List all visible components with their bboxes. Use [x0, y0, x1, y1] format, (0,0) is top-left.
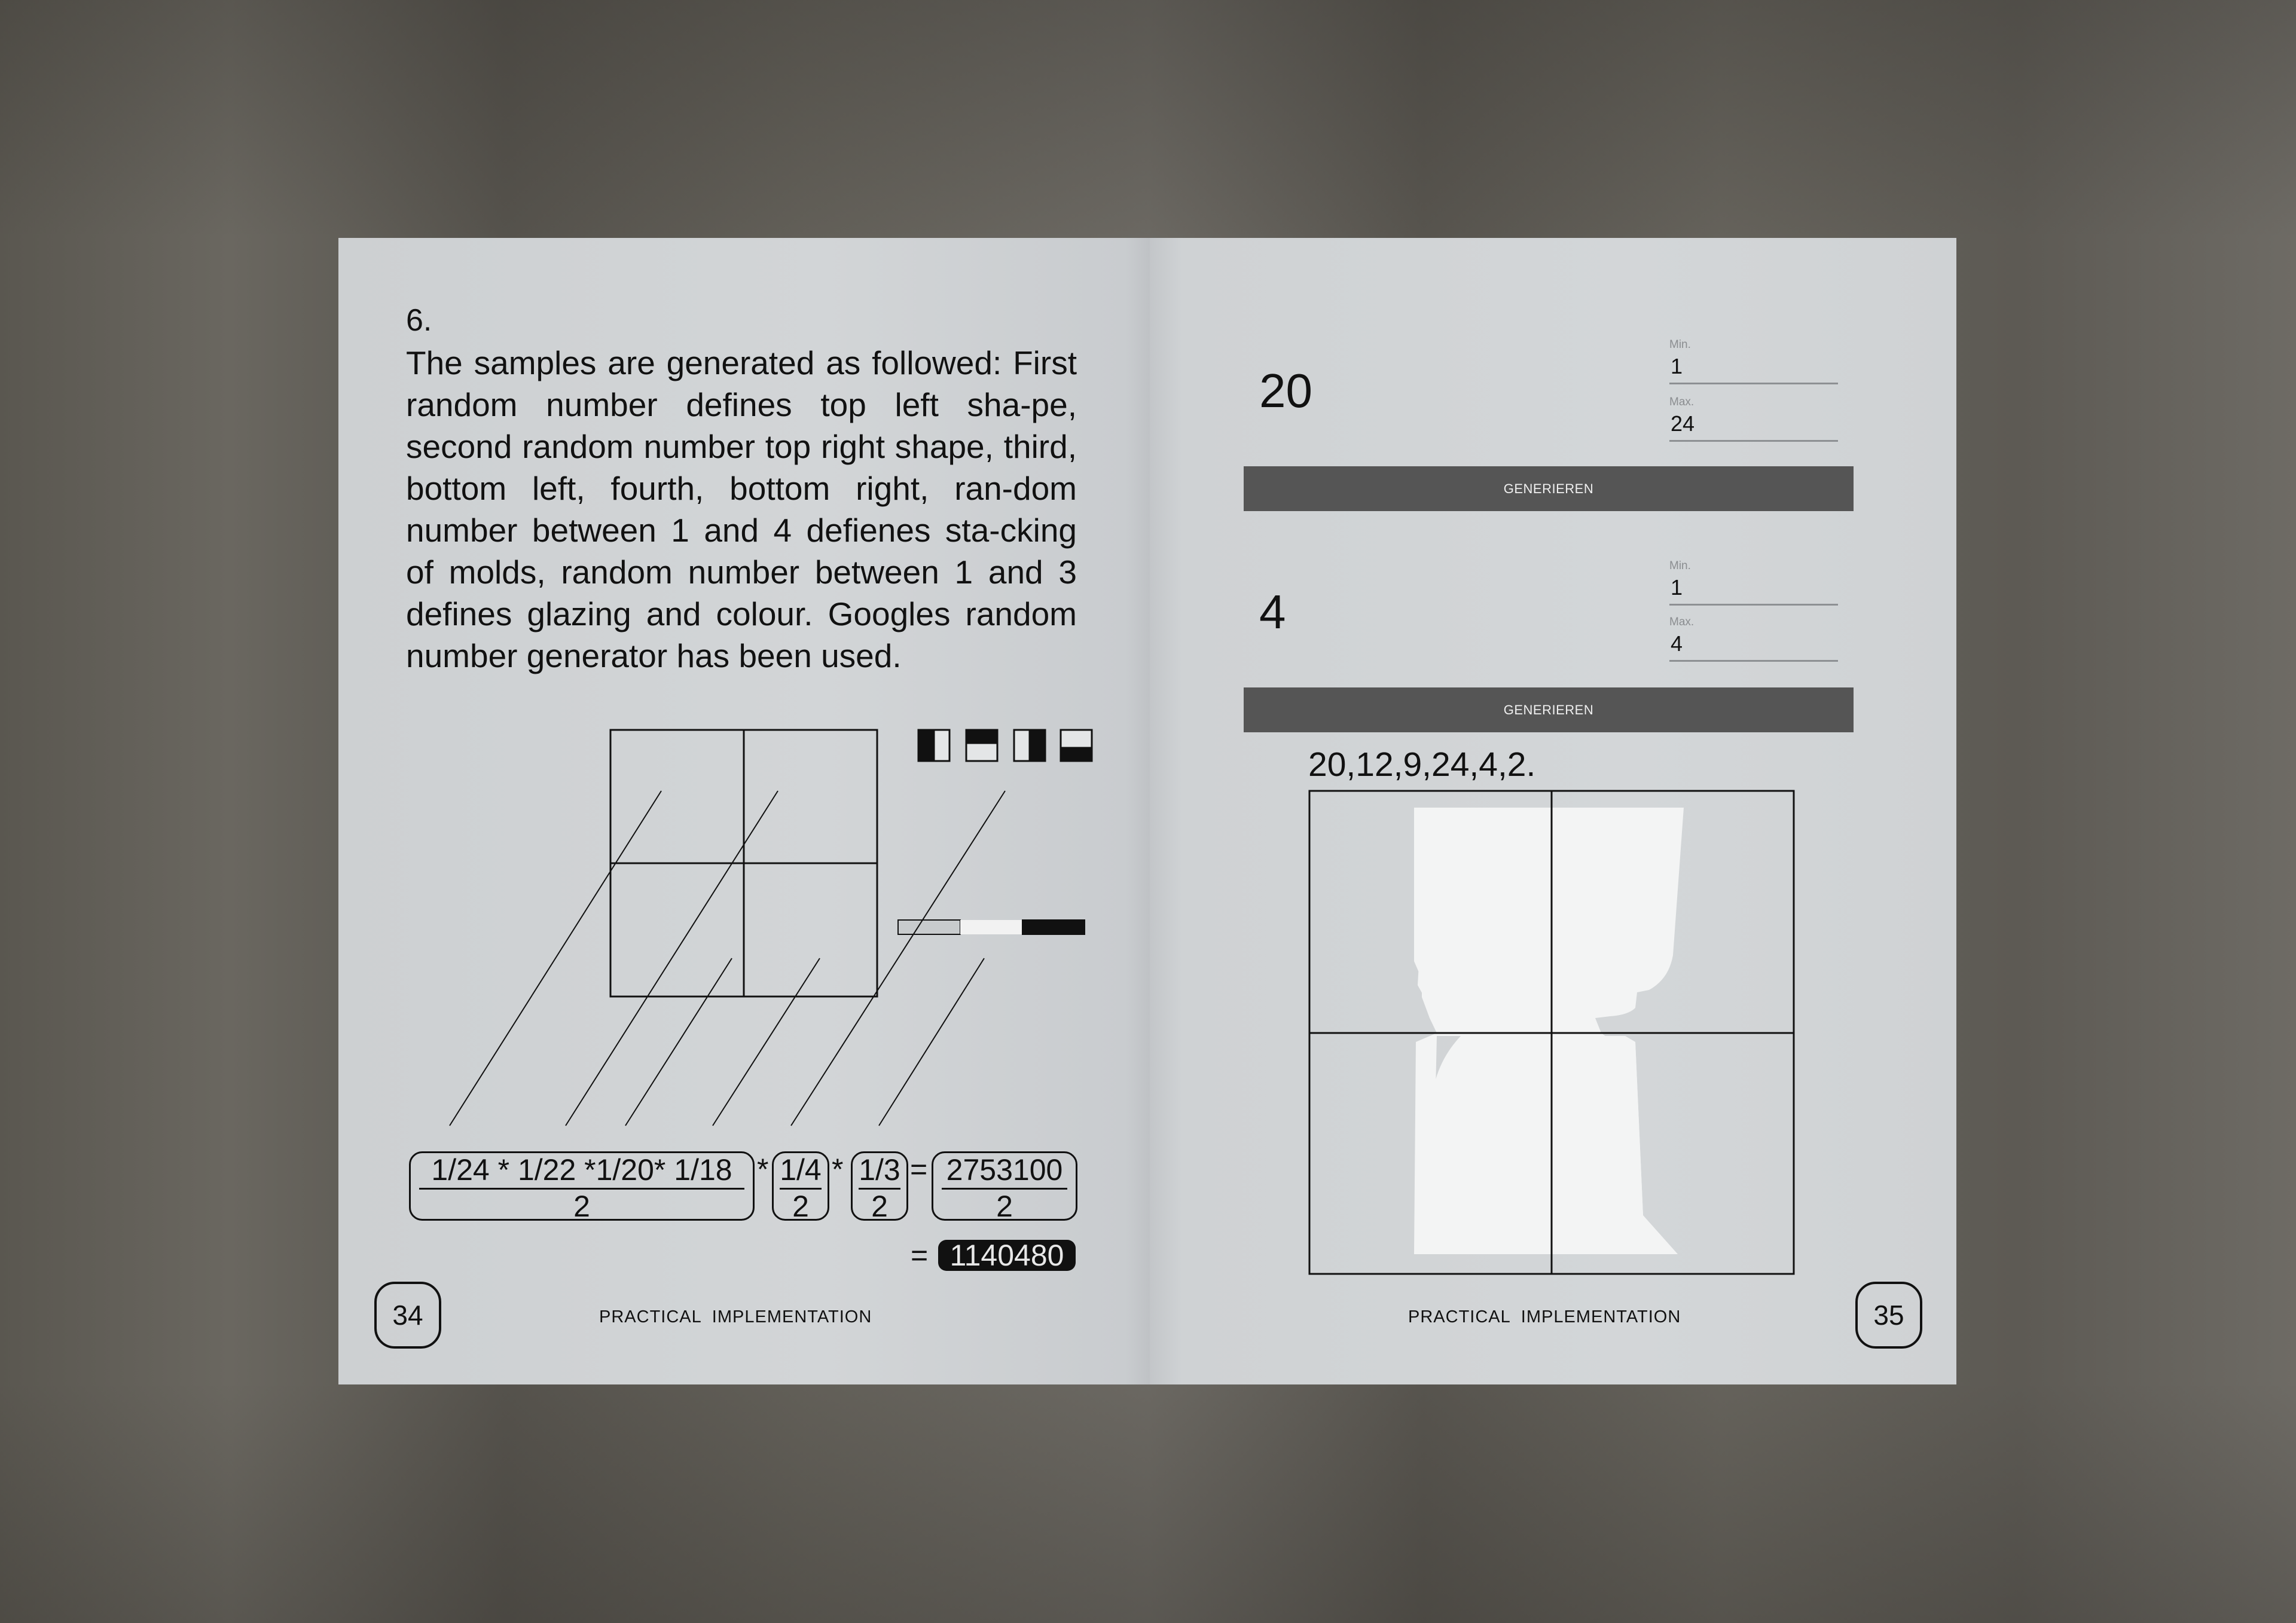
formula-final-equals: =: [911, 1239, 929, 1272]
formula-result-denominator: 2: [942, 1188, 1067, 1223]
formula-result-numerator: 2753100: [946, 1153, 1063, 1187]
mold-shape-lower: [1416, 1036, 1678, 1254]
formula-operator-1: *: [757, 1153, 769, 1186]
generator-2-max-label: Max.: [1669, 616, 1694, 628]
formula-term-2-denominator: 2: [780, 1188, 822, 1223]
formula-term-2: [772, 1151, 829, 1221]
generator-2-min-label: Min.: [1669, 560, 1691, 572]
sample-composition: [1150, 238, 1956, 1384]
formula-term-3-numerator: 1/3: [859, 1153, 900, 1187]
section-number: 6.: [406, 303, 432, 338]
generator-1-min-label: Min.: [1669, 338, 1691, 351]
generate-button-2[interactable]: GENERIEREN: [1244, 687, 1854, 732]
footer-right: PRACTICAL IMPLEMENTATION: [1408, 1307, 1681, 1326]
swatch-right-half-icon: [1014, 730, 1045, 761]
swatch-left-half-icon: [918, 730, 949, 761]
formula-equals: =: [910, 1153, 928, 1186]
glaze-swatches: [918, 730, 1092, 761]
generator-1-result: 20: [1259, 364, 1312, 417]
backdrop-shadow-top: [0, 0, 2296, 239]
backdrop-shadow-bottom: [0, 1381, 2296, 1623]
generated-sequence: 20,12,9,24,4,2.: [1308, 745, 1536, 784]
swatch-bottom-half-icon: [1061, 730, 1092, 761]
body-text: The samples are generated as followed: First random number defines top left sha-pe, second random number top right shape, third, bottom left, fourth, bottom right, ran-dom number between 1 and 4 defienes sta-cking of molds, random number between 1 and 3 defines glazing and colour. Googles random number generator has been used.: [406, 344, 1077, 674]
generator-1-max-input[interactable]: 24: [1669, 410, 1838, 442]
footer-left: PRACTICAL IMPLEMENTATION: [599, 1307, 872, 1326]
generator-2-min-input[interactable]: 1: [1669, 574, 1838, 606]
generator-2-max-input[interactable]: 4: [1669, 630, 1838, 662]
formula-term-2-numerator: 1/4: [780, 1153, 822, 1187]
page-number-right: 35: [1855, 1282, 1922, 1349]
formula-term-1: [409, 1151, 755, 1221]
composition-grid: [1309, 791, 1794, 1274]
formula-term-3: [851, 1151, 908, 1221]
right-page: [1150, 238, 1956, 1384]
final-result-badge: 1140480: [938, 1240, 1076, 1271]
formula-term-1-denominator: 2: [419, 1188, 744, 1223]
generate-button-1[interactable]: GENERIEREN: [1244, 466, 1854, 511]
generator-2-result: 4: [1259, 585, 1286, 638]
left-page: [338, 238, 1150, 1384]
colour-bar: [898, 920, 1085, 934]
formula-term-3-denominator: 2: [859, 1188, 900, 1223]
generator-1-max-label: Max.: [1669, 396, 1694, 408]
formula-term-1-numerator: 1/24 * 1/22 *1/20* 1/18: [431, 1153, 732, 1187]
quadrant-grid: [610, 730, 877, 997]
connector-lines: [450, 791, 1005, 1126]
formula-result-fraction: [932, 1151, 1077, 1221]
swatch-top-half-icon: [966, 730, 997, 761]
generator-1-min-input[interactable]: 1: [1669, 353, 1838, 384]
page-number-left: 34: [374, 1282, 441, 1349]
formula-operator-2: *: [832, 1153, 844, 1186]
